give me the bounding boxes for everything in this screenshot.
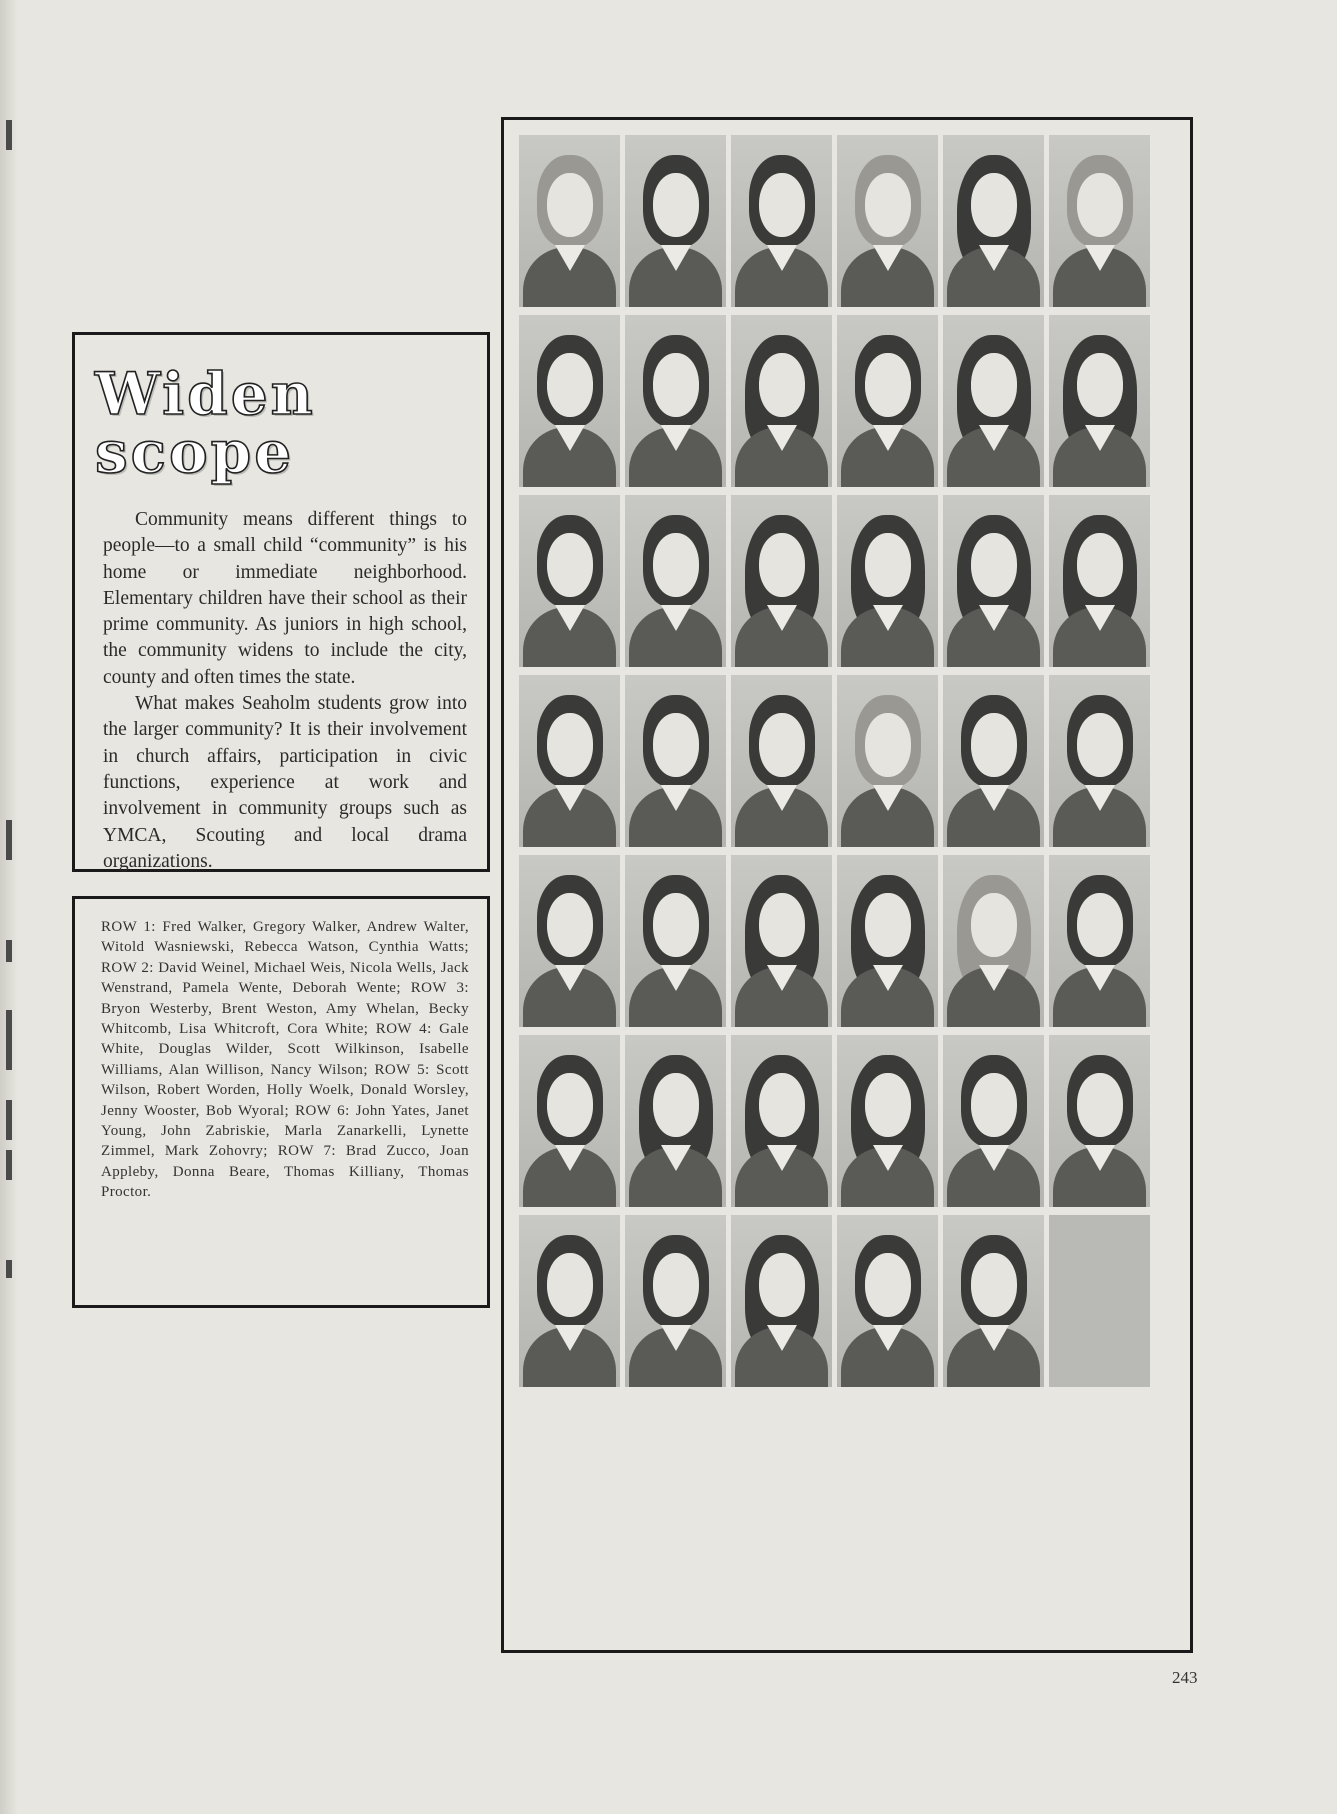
story-paragraph-1: Community means different things to people—to a small child “community” is his home or immediate neighborhood. Elementary children have their school as their prime community. As juniors in high school, the community widens to include the city, county and often times the state. [103, 509, 467, 688]
portrait-face [1077, 173, 1123, 237]
story-paragraph-2: What makes Seaholm students grow into the larger community? It is their involvement in church affairs, participation in civic functions, experience at work and involvement in community groups such as YMCA, Scouting and local drama organizations. [103, 693, 467, 872]
student-portrait [837, 495, 938, 667]
student-portrait [943, 855, 1044, 1027]
portrait-face [653, 713, 699, 777]
student-portrait [837, 135, 938, 307]
student-portrait [519, 1215, 620, 1387]
photo-frame [501, 117, 1193, 1653]
student-portrait [625, 1215, 726, 1387]
student-portrait [1049, 495, 1150, 667]
portrait-face [759, 713, 805, 777]
portrait-face [1077, 713, 1123, 777]
student-portrait [519, 675, 620, 847]
portrait-face [971, 893, 1017, 957]
student-portrait [519, 855, 620, 1027]
student-portrait [731, 495, 832, 667]
caption-box [72, 896, 490, 1308]
portrait-face [547, 353, 593, 417]
portrait-face [1077, 533, 1123, 597]
portrait-face [865, 893, 911, 957]
portrait-face [865, 713, 911, 777]
portrait-face [653, 173, 699, 237]
student-portrait [837, 675, 938, 847]
student-portrait [943, 495, 1044, 667]
student-portrait [837, 855, 938, 1027]
portrait-face [1077, 893, 1123, 957]
student-portrait [625, 855, 726, 1027]
portrait-face [865, 1073, 911, 1137]
portrait-face [547, 1253, 593, 1317]
portrait-face [865, 173, 911, 237]
student-portrait [943, 1215, 1044, 1387]
student-portrait [837, 315, 938, 487]
student-portrait [1049, 855, 1150, 1027]
portrait-face [759, 353, 805, 417]
student-portrait [625, 315, 726, 487]
portrait-face [759, 893, 805, 957]
portrait-face [1077, 1073, 1123, 1137]
student-portrait [625, 675, 726, 847]
portrait-face [547, 713, 593, 777]
student-portrait [943, 675, 1044, 847]
caption-text: ROW 1: Fred Walker, Gregory Walker, Andrew Walter, Witold Wasniewski, Rebecca Watson, Cynthia Watts; ROW 2: David Weinel, Michael Weis, Nicola Wells, Jack Wenstrand, Pamela Wente, Deborah Wente; ROW 3: Bryon Westerby, Brent Weston, Amy Whelan, Becky Whitcomb, Lisa Whitcroft, Cora White; ROW 4: Gale White, Douglas Wilder, Scott Wilkinson, Isabelle Williams, Alan Willison, Nancy Wilson; ROW 5: Scott Wilson, Robert Worden, Holly Woelk, Donald Worsley, Jenny Wooster, Bob Wyoral; ROW 6: John Yates, Janet Young, John Zabriskie, Marla Zanarkelli, Lynette Zimmel, Mark Zohovry; ROW 7: Brad Zucco, Joan Appleby, Donna Beare, Thomas Killiany, Thomas Proctor. [101, 919, 469, 1201]
portrait-face [971, 713, 1017, 777]
portrait-face [865, 533, 911, 597]
student-portrait [519, 495, 620, 667]
student-portrait [1049, 675, 1150, 847]
story-box [72, 332, 490, 872]
portrait-face [971, 533, 1017, 597]
student-portrait [1049, 1035, 1150, 1207]
student-portrait [625, 135, 726, 307]
student-portrait [731, 135, 832, 307]
portrait-face [547, 893, 593, 957]
student-portrait [1049, 315, 1150, 487]
student-portrait [731, 675, 832, 847]
portrait-face [653, 1253, 699, 1317]
student-portrait [519, 135, 620, 307]
student-portrait [943, 1035, 1044, 1207]
portrait-face [547, 173, 593, 237]
headline: Widen scope [95, 360, 316, 486]
portrait-face [547, 533, 593, 597]
portrait-face [971, 1253, 1017, 1317]
student-portrait [625, 1035, 726, 1207]
portrait-face [759, 1253, 805, 1317]
portrait-face [971, 173, 1017, 237]
portrait-face [759, 1073, 805, 1137]
photo-grid [519, 135, 1150, 1387]
portrait-face [653, 533, 699, 597]
student-portrait [1049, 135, 1150, 307]
binding-marks [2, 0, 18, 1814]
portrait-face [547, 1073, 593, 1137]
portrait-face [1077, 353, 1123, 417]
student-portrait [731, 315, 832, 487]
student-portrait [837, 1215, 938, 1387]
portrait-face [865, 1253, 911, 1317]
student-portrait [731, 1035, 832, 1207]
portrait-face [759, 173, 805, 237]
portrait-face [865, 353, 911, 417]
student-portrait [731, 1215, 832, 1387]
student-portrait [943, 315, 1044, 487]
portrait-face [759, 533, 805, 597]
student-portrait [625, 495, 726, 667]
student-portrait [943, 135, 1044, 307]
page-number: 243 [1172, 1668, 1198, 1687]
portrait-face [653, 353, 699, 417]
portrait-face [653, 1073, 699, 1137]
student-portrait [837, 1035, 938, 1207]
empty-photo-slot [1049, 1215, 1150, 1387]
portrait-face [653, 893, 699, 957]
portrait-face [971, 1073, 1017, 1137]
student-portrait [519, 1035, 620, 1207]
portrait-face [971, 353, 1017, 417]
student-portrait [731, 855, 832, 1027]
student-portrait [519, 315, 620, 487]
